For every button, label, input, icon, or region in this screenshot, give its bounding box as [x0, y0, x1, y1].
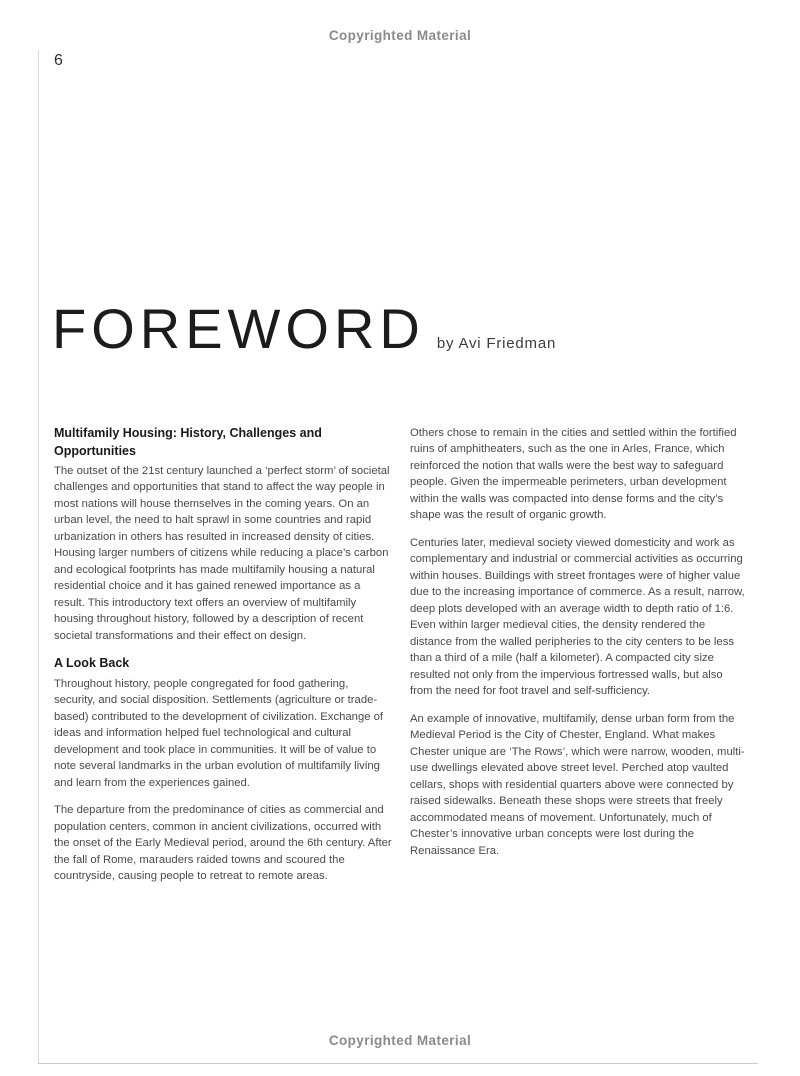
- author-byline: by Avi Friedman: [436, 335, 557, 352]
- body-columns: [54, 425, 748, 896]
- section-heading-multifamily-housing: Multifamily Housing: History, Challenges and Opportunities: [54, 426, 322, 458]
- body-paragraph: Throughout history, people congregated for food gathering, security, and social disposition. Settlements (agriculture or trade-based) contributed to the development of civilization. Exchange of ideas and information helped fuel technological and cultural development and took place in communities. It will be of value to note several landmarks in the urban evolution of multifamily living and learn from the experiences gained.: [54, 677, 384, 789]
- body-paragraph: An example of innovative, multifamily, dense urban form from the Medieval Period is the City of Chester, England. What makes Chester unique are ‘The Rows’, which were narrow, wooden, multi-use dwellings elevated above street level. Perched atop vaulted cellars, shops with residential quarters above were connected by raised sidewalks. Beneath these shops were streets that freely accommodated means of movement. Unfortunately, much of Chester’s innovative urban concepts were lost during the Renaissance Era.: [410, 712, 745, 857]
- section-heading-a-look-back: A Look Back: [54, 656, 130, 671]
- page-number: 6: [54, 52, 63, 69]
- body-paragraph: The departure from the predominance of cities as commercial and population centers, common in ancient civilizations, occurred with the onset of the Early Medieval period, around the 6th century. After the fall of Rome, marauders raided towns and scoured the countryside, causing people to retreat to remote areas.: [54, 804, 392, 883]
- body-paragraph: The outset of the 21st century launched a ‘perfect storm’ of societal challenges and opportunities that stand to affect the way people in most nations will house themselves in the coming years. On an urban level, the need to halt sprawl in some countries and rapid urbanization in others has resulted in increased density of cities. Housing larger numbers of citizens while reducing a place’s carbon and ecological footprints has made multifamily housing a natural residential choice and it has gained renewed importance as a result. This introductory text offers an overview of multifamily housing throughout history, followed by a description of recent societal transformations and their effect on design.: [54, 465, 390, 642]
- left-column: [54, 425, 392, 896]
- page-title: FOREWORD: [52, 297, 425, 360]
- copyright-notice-bottom: Copyrighted Material: [328, 1033, 472, 1048]
- body-paragraph: Others chose to remain in the cities and settled within the fortified ruins of amphitheaters, such as the one in Arles, France, which reinforced the notion that walls were the best way to safeguard people. Given the impermeable perimeters, urban development within the walls was compacted into dense forms and the city’s shape was the result of organic growth.: [410, 427, 737, 522]
- title-block: [52, 296, 556, 361]
- right-column: [410, 425, 748, 896]
- copyright-notice-top: Copyrighted Material: [328, 28, 472, 43]
- page-edge-bottom: [38, 1063, 758, 1064]
- page-edge-left: [38, 50, 39, 1064]
- body-paragraph: Centuries later, medieval society viewed domesticity and work as complementary and industrial or commercial activities as occurring within houses. Buildings with street frontages were of higher value due to the increasing importance of commerce. As a result, narrow, deep plots developed with an average width to depth ratio of 1:6. Even within larger medieval cities, the density rendered the distance from the walled peripheries to the city centers to be less than a third of a mile (half a kilometer). A compacted city size resulted not only from the impervious fortressed walls, but also from the need for foot travel and self-sufficiency.: [410, 536, 745, 698]
